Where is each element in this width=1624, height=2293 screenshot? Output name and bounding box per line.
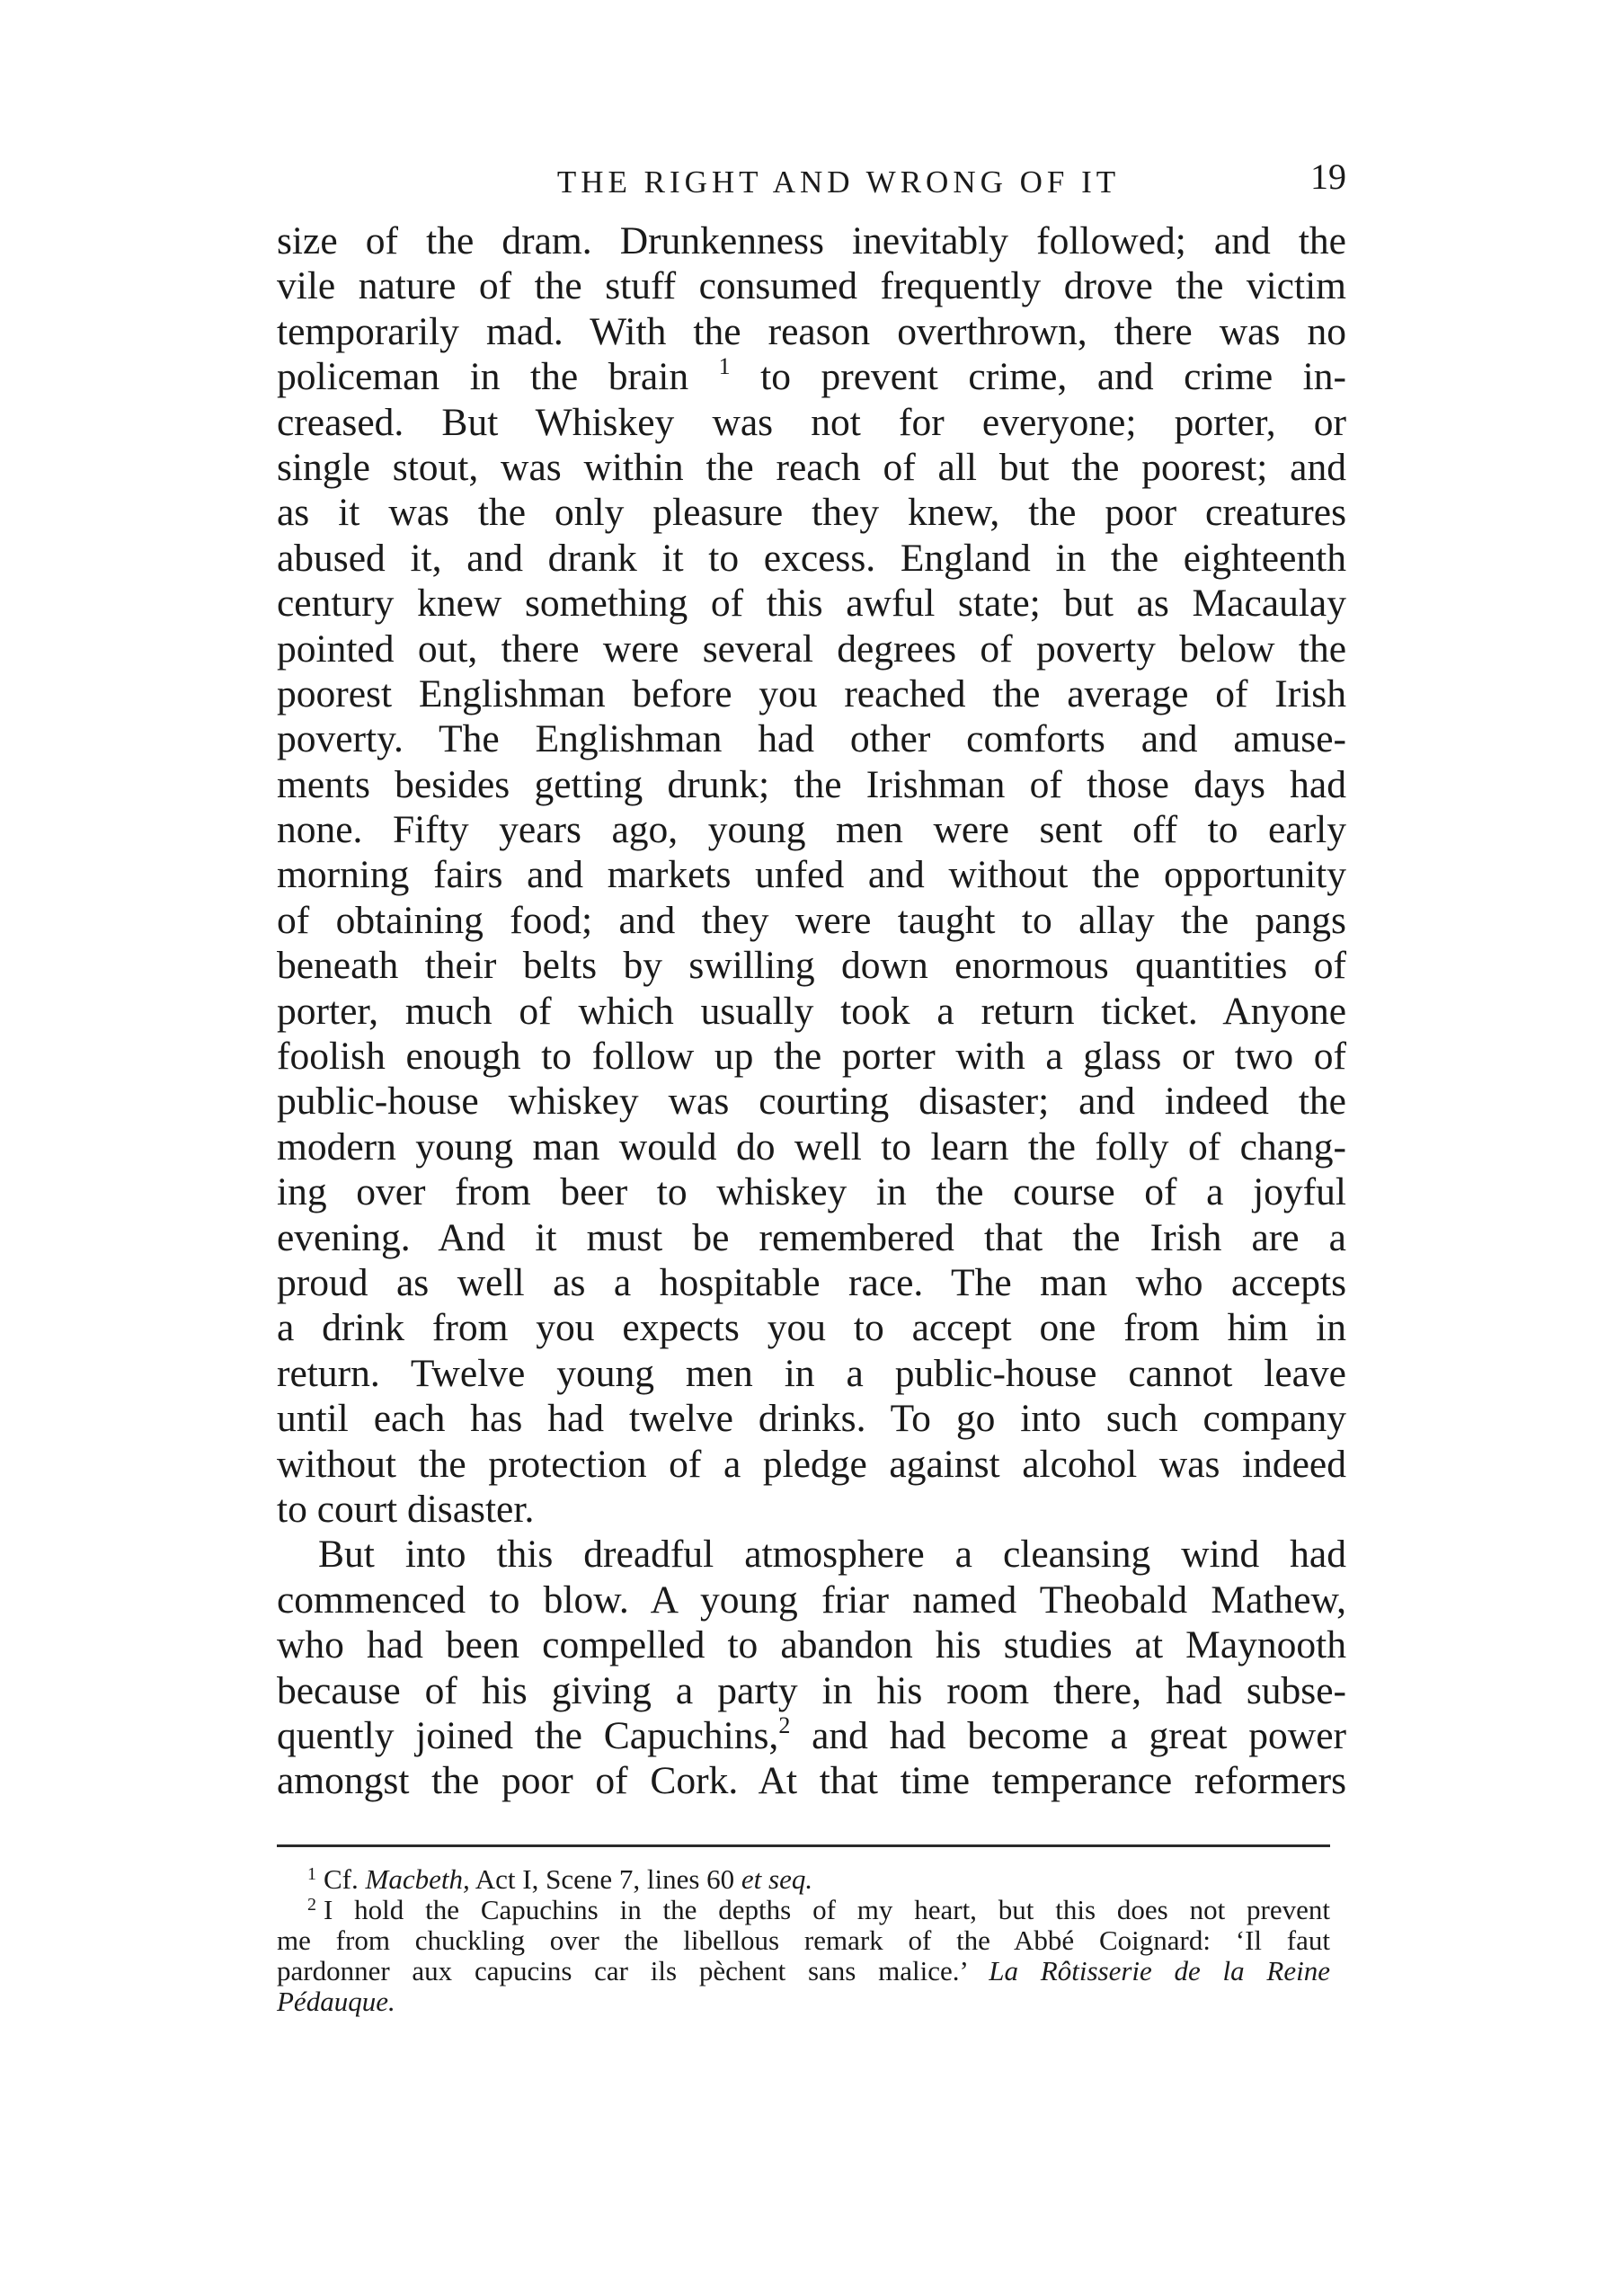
text-line: commenced to blow. A young friar named Theobald Mathew, [277,1578,1346,1622]
text-line: creased. But Whiskey was not for everyone; porter, or [277,400,1346,444]
text-line: size of the dram. Drunkenness inevitably followed; and the [277,219,1346,262]
footnote-2-line [277,1986,1330,2017]
paragraph-start-line: But into this dreadful atmosphere a cleansing wind had [318,1533,1346,1577]
body-text [277,218,1346,1804]
footnote-2-line: me from chuckling over the libellous remark of the Abbé Coignard: ‘Il faut [277,1924,1330,1956]
text-line: single stout, was within the reach of all but the poorest; and [277,445,1346,489]
text-line: amongst the poor of Cork. At that time temperance reformers [277,1759,1346,1803]
footnote-text: Act I, Scene 7, lines 60 [469,1863,741,1895]
text-line: poverty. The Englishman had other comforts and amuse- [277,717,1346,761]
footnote-ref-1: 1 [718,353,731,380]
text-line: because of his giving a party in his room there, had subse- [277,1668,1346,1712]
footnote-2-line [277,1956,1330,1986]
footnote-italic: Macbeth, [365,1863,470,1895]
text-line: poorest Englishman before you reached the average of Irish [277,671,1346,715]
footnote-text: I hold the Capuchins in the depths of my heart, but this does not prevent [324,1894,1330,1925]
text-line: vile nature of the stuff consumed frequently drove the victim [277,264,1346,308]
text-line: without the protection of a pledge against alcohol was indeed [277,1442,1346,1486]
footnote-text: pardonner aux capucins car ils pèchent sans malice.’ [277,1955,989,1986]
footnote-1 [277,1864,1330,1895]
footnotes [277,1864,1330,2017]
footnote-italic: Pédauque. [277,1986,395,2017]
text-segment: and had become a great power [790,1713,1347,1757]
footnote-text: Cf. [324,1863,366,1895]
running-title: THE RIGHT AND WRONG OF IT [556,164,1121,200]
text-line: foolish enough to follow up the porter with a glass or two of [277,1035,1346,1079]
footnote-2-line [277,1895,1330,1925]
text-line: proud as well as a hospitable race. The man who accepts [277,1260,1346,1304]
footnote-italic: La Rôtisserie de la Reine [989,1955,1330,1986]
text-line: abused it, and drank it to excess. England in the eighteenth [277,536,1346,580]
footnote-rule [277,1844,1330,1847]
text-line: who had been compelled to abandon his studies at Maynooth [277,1623,1346,1667]
text-line: none. Fifty years ago, young men were sent off to early [277,808,1346,852]
footnote-italic: et seq. [741,1863,813,1895]
text-line: modern young man would do well to learn the folly of chang- [277,1124,1346,1169]
text-line: porter, much of which usually took a return ticket. Anyone [277,989,1346,1033]
footnote-ref-2: 2 [778,1711,791,1738]
text-line: beneath their belts by swilling down enormous quantities of [277,944,1346,988]
text-segment: to prevent crime, and crime in- [730,355,1346,399]
text-line: as it was the only pleasure they knew, the poor creatures [277,491,1346,535]
text-line: until each has had twelve drinks. To go into such company [277,1397,1346,1441]
text-segment: policeman in the brain [277,355,689,399]
footnote-mark: 1 [307,1864,316,1884]
text-line: public-house whiskey was courting disaster; and indeed the [277,1080,1346,1124]
text-line: return. Twelve young men in a public-house cannot leave [277,1351,1346,1395]
footnote-mark: 2 [307,1895,316,1915]
page-number: 19 [1310,156,1346,197]
text-line-with-footnote-ref [277,1713,1346,1758]
text-line: pointed out, there were several degrees of poverty below the [277,627,1346,671]
text-line: a drink from you expects you to accept one from him in [277,1306,1346,1350]
text-line: evening. And it must be remembered that the Irish are a [277,1215,1346,1259]
text-line: ing over from beer to whiskey in the course of a joyful [277,1170,1346,1214]
text-line: century knew something of this awful state; but as Macaulay [277,582,1346,626]
text-line: to court disaster. [277,1487,535,1531]
running-head [277,156,1346,205]
text-line: ments besides getting drunk; the Irishman of those days had [277,762,1346,806]
text-line-with-footnote-ref [277,354,1346,399]
text-line: morning fairs and markets unfed and without the opportunity [277,853,1346,897]
text-line: temporarily mad. With the reason overthrown, there was no [277,309,1346,353]
text-line: of obtaining food; and they were taught to allay the pangs [277,898,1346,942]
text-segment: quently joined the Capuchins, [277,1713,779,1757]
